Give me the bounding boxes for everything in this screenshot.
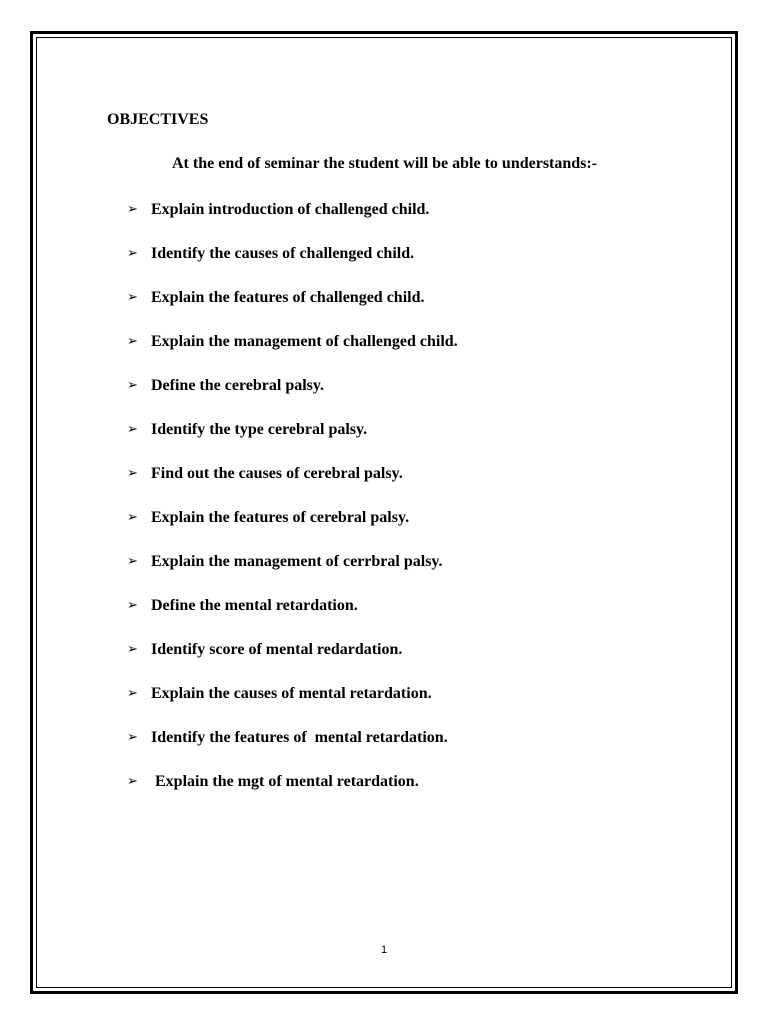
arrowhead-bullet-icon: ➢ [127,730,138,745]
objective-text: Explain the management of cerrbral palsy. [151,553,443,570]
objective-text: Define the cerebral palsy. [151,377,325,394]
arrowhead-bullet-icon: ➢ [127,554,138,569]
objective-text: Explain the features of cerebral palsy. [151,509,410,526]
objective-text: Identify the causes of challenged child. [151,245,415,262]
arrowhead-bullet-icon: ➢ [127,334,138,349]
arrowhead-bullet-icon: ➢ [127,378,138,393]
arrowhead-bullet-icon: ➢ [127,642,138,657]
intro-sentence: At the end of seminar the student will be able to understands:- [172,155,598,172]
objective-text: Identify score of mental redardation. [151,641,403,658]
objective-text: Define the mental retardation. [151,597,358,614]
objective-text: Explain the mgt of mental retardation. [155,773,419,790]
arrowhead-bullet-icon: ➢ [127,466,138,481]
objective-text: Explain the features of challenged child. [151,289,425,306]
objective-text: Explain the management of challenged child. [151,333,458,350]
objective-text: Explain introduction of challenged child. [151,201,430,218]
arrowhead-bullet-icon: ➢ [127,510,138,525]
section-heading: OBJECTIVES [107,111,209,128]
arrowhead-bullet-icon: ➢ [127,202,138,217]
arrowhead-bullet-icon: ➢ [127,598,138,613]
arrowhead-bullet-icon: ➢ [127,246,138,261]
page-number: 1 [380,944,388,956]
objective-text: Identify the type cerebral palsy. [151,421,368,438]
arrowhead-bullet-icon: ➢ [127,686,138,701]
objective-text: Find out the causes of cerebral palsy. [151,465,403,482]
arrowhead-bullet-icon: ➢ [127,290,138,305]
arrowhead-bullet-icon: ➢ [127,774,138,789]
arrowhead-bullet-icon: ➢ [127,422,138,437]
objective-text: Explain the causes of mental retardation. [151,685,432,702]
objective-text: Identify the features of mental retardation. [151,729,448,746]
